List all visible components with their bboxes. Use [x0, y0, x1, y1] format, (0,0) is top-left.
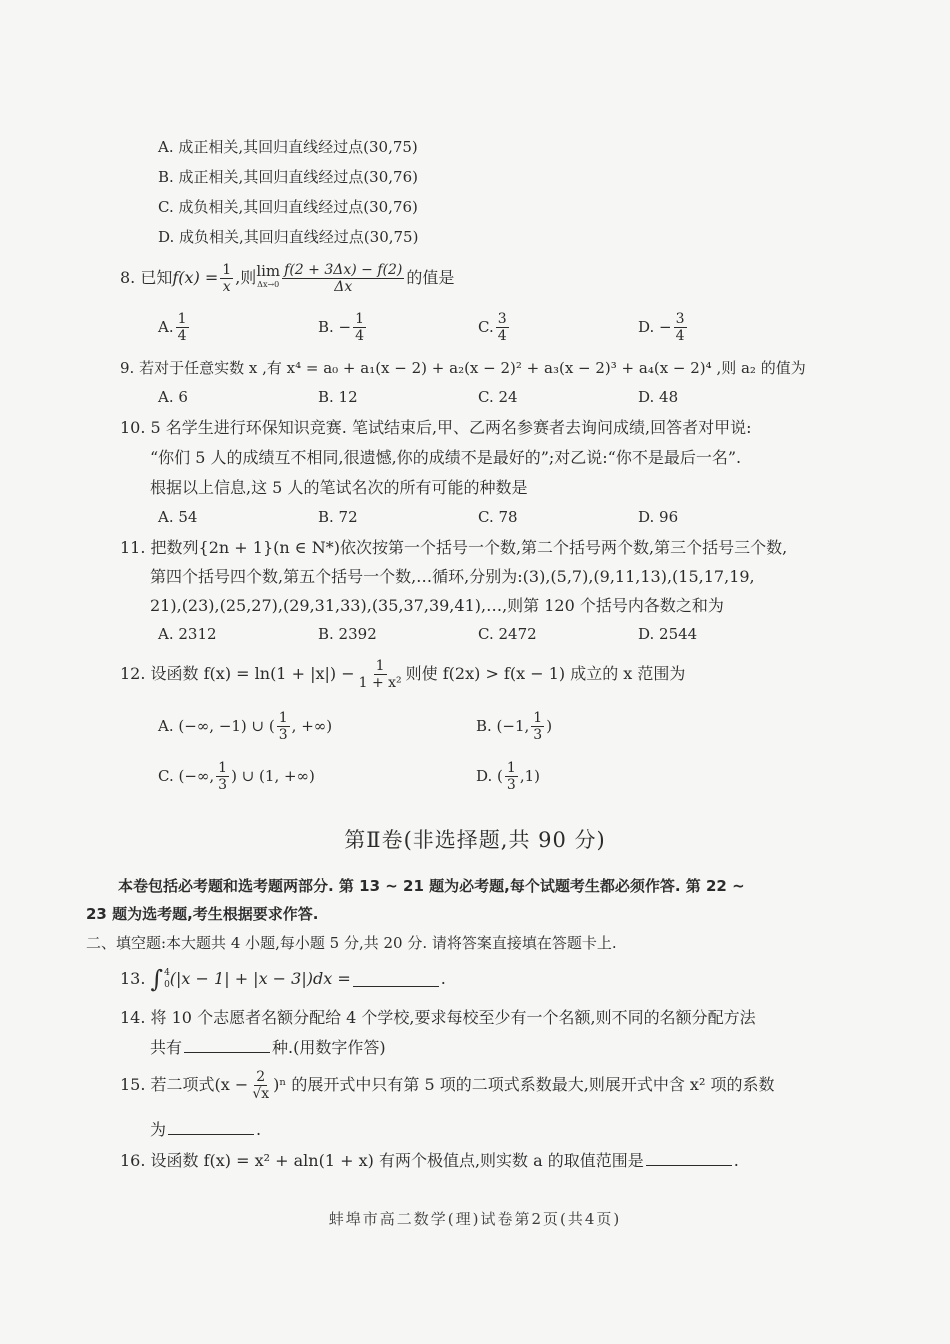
q14-answer-blank[interactable] [184, 1038, 270, 1053]
q11-line-1: 11. 把数列{2n + 1}(n ∈ N*)依次按第一个括号一个数,第二个括号两个数,第三个括号三个数, [120, 538, 788, 557]
q8-lim-fraction [282, 262, 404, 295]
q11-line-3: 21),(23),(25,27),(29,31,33),(35,37,39,41),…,则第 120 个括号内各数之和为 [150, 596, 724, 615]
q8-lim-word: lim [256, 262, 281, 280]
q7-option-c: C. 成负相关,其回归直线经过点(30,76) [158, 198, 418, 216]
q7-option-d: D. 成负相关,其回归直线经过点(30,75) [158, 228, 419, 246]
q12-stem-a: 设函数 f(x) = ln(1 + |x|) − [150, 664, 355, 683]
q11-option-b: B. 2392 [318, 625, 377, 643]
q12-frac-num: 1 [375, 657, 385, 674]
q8-option-a [158, 309, 191, 345]
q12-c-post: ) ∪ (1, +∞) [231, 767, 315, 785]
q12-b-den: 3 [533, 726, 543, 743]
q15-b: )ⁿ 的展开式中只有第 5 项的二项式系数最大,则展开式中含 x² 项的系数 [273, 1075, 775, 1094]
q13-tail: . [440, 969, 446, 988]
q15-line-2 [150, 1120, 261, 1140]
q7-option-a: A. 成正相关,其回归直线经过点(30,75) [158, 138, 418, 156]
q8-stem [120, 258, 454, 298]
q8-lim-num: f(2 + 3Δx) − f(2) [284, 261, 403, 278]
q8-b-den: 4 [355, 327, 365, 344]
q12-b-num: 1 [533, 709, 543, 726]
q8-number: 8. [120, 268, 136, 287]
q13 [120, 962, 446, 996]
q10-option-c: C. 78 [478, 508, 518, 526]
q15-number: 15. [120, 1075, 146, 1094]
q12-d-post: ,1) [519, 767, 540, 785]
integral-lower: 0 [164, 980, 170, 990]
q12-b-post: ) [546, 717, 553, 735]
q8-lim-den: Δx [334, 278, 353, 295]
q10-line-3: 根据以上信息,这 5 人的笔试名次的所有可能的种数是 [150, 478, 528, 497]
q12-c-fraction [216, 760, 229, 793]
q8-b-num: 1 [355, 310, 365, 327]
q12-d-num: 1 [506, 759, 516, 776]
q12-number: 12. [120, 664, 146, 683]
section-2-title: 第Ⅱ卷(非选择题,共 90 分) [344, 828, 606, 852]
q9-option-d: D. 48 [638, 388, 679, 406]
q13-body: (|x − 1| + |x − 3|)dx = [169, 969, 351, 988]
section-2-intro-line-1: 本卷包括必考题和选考题两部分. 第 13 ~ 21 题为必考题,每个试题考生都必须作答. 第 22 ~ [118, 877, 745, 895]
q7-option-b: B. 成正相关,其回归直线经过点(30,76) [158, 168, 418, 186]
q8-f-fraction [220, 262, 233, 295]
q8-option-a-fraction [176, 311, 189, 344]
q12-d-pre: D. ( [476, 767, 503, 785]
q12-b-fraction [531, 710, 544, 743]
integral-sign [151, 967, 170, 991]
q8-option-c [478, 309, 511, 345]
q14-line-1: 14. 将 10 个志愿者名额分配给 4 个学校,要求每校至少有一个名额,则不同的名额分配方法 [120, 1008, 756, 1027]
q12-frac-den: 1 + x² [358, 674, 402, 691]
q11-option-a: A. 2312 [158, 625, 217, 643]
q9-option-c: C. 24 [478, 388, 518, 406]
q13-answer-blank[interactable] [353, 972, 439, 987]
q8-option-c-label: C. [478, 318, 494, 336]
q16-answer-blank[interactable] [646, 1151, 732, 1166]
q14-line-2-a: 共有 [150, 1038, 183, 1057]
q8-d-den: 4 [675, 327, 685, 344]
q10-option-b: B. 72 [318, 508, 358, 526]
q8-f-den: x [222, 278, 231, 295]
q15-line-1 [120, 1064, 774, 1106]
q12-c-pre: C. (−∞, [158, 767, 215, 785]
q14-line-2 [150, 1038, 386, 1058]
q12-stem-b: 则使 f(2x) > f(x − 1) 成立的 x 范围为 [405, 664, 686, 683]
section-2-intro-line-2: 23 题为选考题,考生根据要求作答. [86, 905, 319, 923]
q8-f-num: 1 [222, 261, 232, 278]
q8-d-num: 3 [675, 310, 685, 327]
q13-number: 13. [120, 969, 146, 988]
fill-in-header: 二、填空题:本大题共 4 小题,每小题 5 分,共 20 分. 请将答案直接填在答题卡上. [86, 934, 617, 952]
q8-a-den: 4 [177, 327, 187, 344]
q8-option-b-fraction [353, 311, 366, 344]
q8-option-b [318, 309, 368, 345]
q11-option-d: D. 2544 [638, 625, 698, 643]
q12-a-fraction [277, 710, 290, 743]
q12-option-b [476, 708, 552, 744]
q11-option-c: C. 2472 [478, 625, 537, 643]
q15-line-2-b: . [256, 1120, 262, 1139]
q12-d-fraction [505, 760, 518, 793]
q15-frac-den: √x [252, 1085, 270, 1102]
q12-a-post: , +∞) [291, 717, 333, 735]
page-footer: 蚌埠市高二数学(理)试卷第2页(共4页) [328, 1210, 622, 1228]
q8-stem-c: 的值是 [406, 268, 455, 287]
q9-stem: 9. 若对于任意实数 x ,有 x⁴ = a₀ + a₁(x − 2) + a₂(x − 2)² + a₃(x − 2)³ + a₄(x − 2)⁴ ,则 a₂ 的值为 [120, 359, 806, 377]
q12-option-a [158, 708, 332, 744]
q9-option-a: A. 6 [158, 388, 188, 406]
q8-stem-b: ,则 [235, 268, 257, 287]
q8-lim-sub: Δx→0 [257, 280, 280, 289]
q12-d-den: 3 [506, 776, 516, 793]
q10-line-2: “你们 5 人的成绩互不相同,很遗憾,你的成绩不是最好的”;对乙说:“你不是最后一名”. [150, 448, 742, 467]
q16-tail: . [733, 1151, 739, 1170]
q8-c-num: 3 [497, 310, 507, 327]
q15-answer-blank[interactable] [168, 1120, 254, 1135]
q8-option-d-fraction [674, 311, 687, 344]
q12-a-pre: A. (−∞, −1) ∪ ( [158, 717, 275, 735]
q12-fraction [357, 658, 404, 691]
q15-line-2-a: 为 [150, 1120, 167, 1139]
q8-limit [256, 264, 280, 292]
q14-line-2-b: 种.(用数字作答) [272, 1038, 386, 1057]
q10-option-d: D. 96 [638, 508, 679, 526]
q12-b-pre: B. (−1, [476, 717, 530, 735]
integral-upper: 4 [164, 968, 170, 978]
q12-a-num: 1 [278, 709, 288, 726]
q12-option-c [158, 758, 315, 794]
q8-a-num: 1 [177, 310, 187, 327]
q8-option-c-fraction [496, 311, 509, 344]
q12-c-den: 3 [218, 776, 228, 793]
q15-a: 若二项式(x − [150, 1075, 249, 1094]
q10-line-1: 10. 5 名学生进行环保知识竞赛. 笔试结束后,甲、乙两名参赛者去询问成绩,回答者对甲说: [120, 418, 752, 437]
q8-f-def: f(x) = [172, 268, 219, 287]
q12-c-num: 1 [218, 759, 228, 776]
q16-stem: 16. 设函数 f(x) = x² + aln(1 + x) 有两个极值点,则实数 a 的取值范围是 [120, 1151, 644, 1170]
q9-option-b: B. 12 [318, 388, 358, 406]
q8-option-d-label: D. − [638, 318, 672, 336]
q12-stem [120, 654, 685, 694]
q15-fraction [250, 1069, 271, 1102]
q16 [120, 1151, 739, 1171]
q12-a-den: 3 [278, 726, 288, 743]
q15-frac-num: 2 [256, 1068, 266, 1085]
q11-line-2: 第四个括号四个数,第五个括号一个数,…循环,分别为:(3),(5,7),(9,11,13),(15,17,19, [150, 567, 755, 586]
q8-option-a-label: A. [158, 318, 174, 336]
q8-c-den: 4 [497, 327, 507, 344]
q8-option-b-label: B. − [318, 318, 352, 336]
q10-option-a: A. 54 [158, 508, 198, 526]
q8-stem-a: 已知 [140, 268, 173, 287]
q8-option-d [638, 309, 689, 345]
q12-option-d [476, 758, 540, 794]
integral-symbol: ∫ [150, 965, 164, 993]
